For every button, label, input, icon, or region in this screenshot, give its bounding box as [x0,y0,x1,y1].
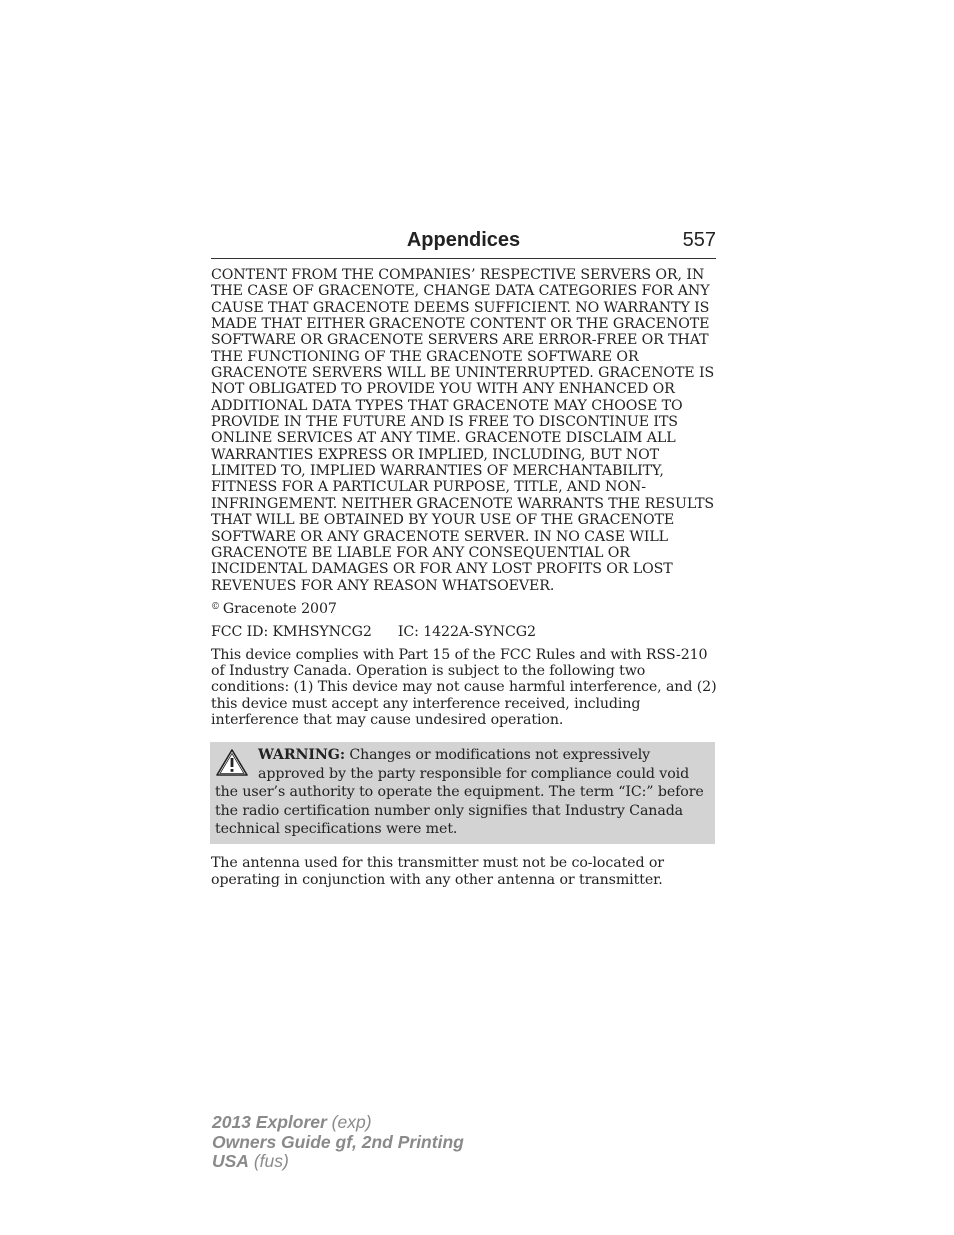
footer-vehicle-model: 2013 Explorer [212,1112,327,1132]
footer-vehicle-code: (exp) [331,1112,372,1132]
copyright-symbol: © [211,601,220,612]
antenna-paragraph: The antenna used for this transmitter must not be co-located or operating in conjunction with any other antenna or transmitter. [211,855,664,888]
footer-edition: Owners Guide gf, 2nd Printing [212,1131,464,1152]
footer-market-code: (fus) [253,1151,289,1171]
compliance-paragraph: This device complies with Part 15 of the FCC Rules and with RSS-210 of Industry Canada. Operation is subject to the following two conditions: (1) This device may not cause harmful interference, and (2) this device must accept any interference received, including interference that may cause undesired operation. [211,646,717,728]
fcc-id: FCC ID: KMHSYNCG2 [211,624,372,641]
warning-box [210,742,715,844]
legal-disclaimer-paragraph: CONTENT FROM THE COMPANIES’ RESPECTIVE SERVERS OR, IN THE CASE OF GRACENOTE, CHANGE DATA CATEGORIES FOR ANY CAUSE THAT GRACENOTE DEEMS SUFFICIENT. NO WARRANTY IS MADE THAT EITHER GRACENOTE CONTENT OR THE GRACENOTE SOFTWARE OR GRACENOTE SERVERS ARE ERROR-FREE OR THAT THE FUNCTIONING OF THE GRACENOTE SOFTWARE OR GRACENOTE SERVERS WILL BE UNINTERRUPTED. GRACENOTE IS NOT OBLIGATED TO PROVIDE YOU WITH ANY ENHANCED OR ADDITIONAL DATA TYPES THAT GRACENOTE MAY CHOOSE TO PROVIDE IN THE FUTURE AND IS FREE TO DISCONTINUE ITS ONLINE SERVICES AT ANY TIME. GRACENOTE DISCLAIM ALL WARRANTIES EXPRESS OR IMPLIED, INCLUDING, BUT NOT LIMITED TO, IMPLIED WARRANTIES OF MERCHANTABILITY, FITNESS FOR A PARTICULAR PURPOSE, TITLE, AND NON-INFRINGEMENT. NEITHER GRACENOTE WARRANTS THE RESULTS THAT WILL BE OBTAINED BY YOUR USE OF THE GRACENOTE SOFTWARE OR ANY GRACENOTE SERVER. IN NO CASE WILL GRACENOTE BE LIABLE FOR ANY CONSEQUENTIAL OR INCIDENTAL DAMAGES OR FOR ANY LOST PROFITS OR LOST REVENUES FOR ANY REASON WHATSOEVER. [211,267,715,594]
page-header [211,228,716,259]
ic-id: IC: 1422A-SYNCG2 [397,624,536,641]
warning-text: Changes or modifications not expressively approved by the party responsible for compliance could void the user’s authority to operate the equipment. The term “IC:” before the radio certification number only signifies that Industry Canada technical specifications were met. [215,747,704,837]
copyright-text: Gracenote 2007 [222,600,337,617]
section-title: Appendices [406,229,521,251]
footer-line-edition [212,1133,464,1153]
fcc-ic-line [211,624,717,640]
footer-line-market [212,1152,464,1172]
page-number: 557 [682,229,716,251]
page-footer [212,1113,464,1172]
footer-line-vehicle [212,1113,464,1133]
page-content [211,267,717,894]
warning-label: WARNING: [258,747,345,764]
warning-triangle-icon [215,748,249,778]
copyright-line [211,599,717,617]
footer-market: USA [212,1151,249,1171]
